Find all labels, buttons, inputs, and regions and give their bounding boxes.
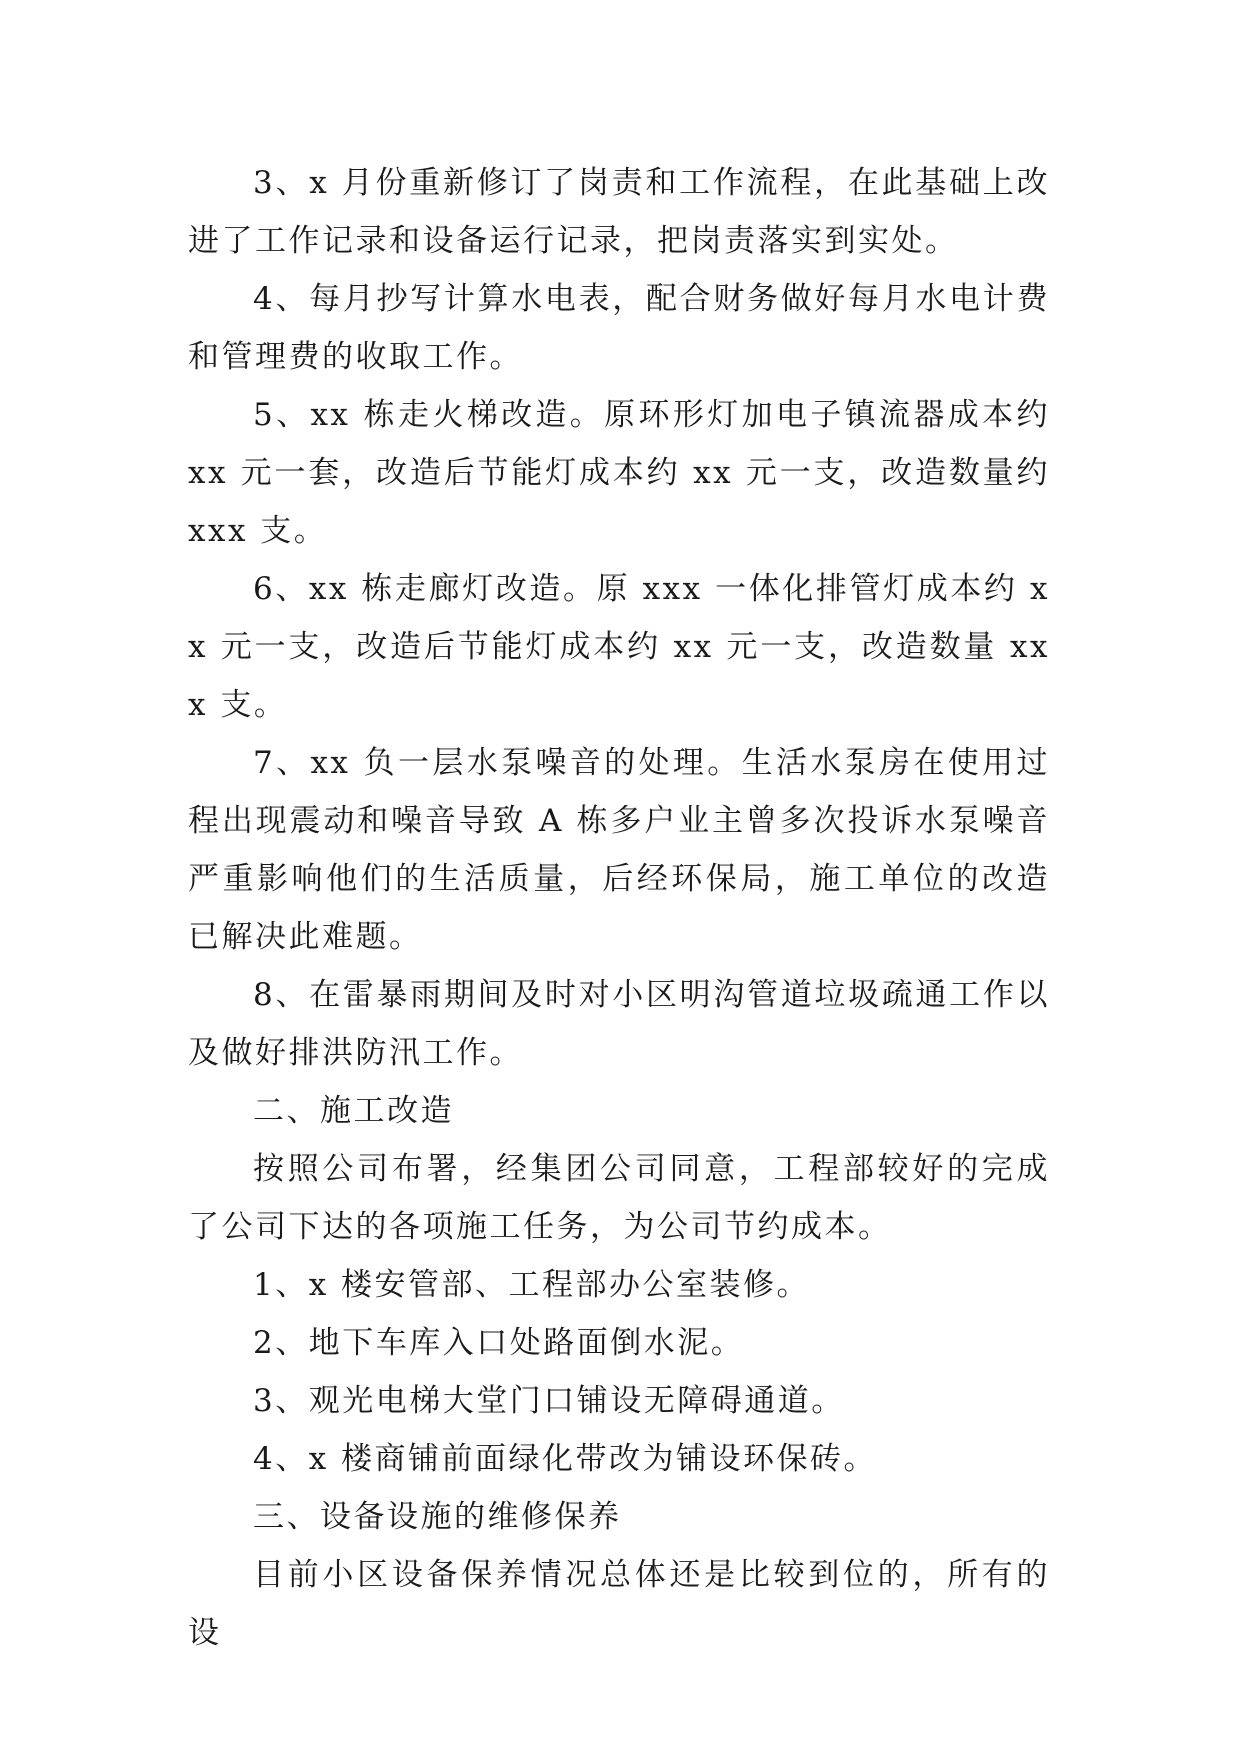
paragraph-item-6: 6、xx 栋走廊灯改造。原 xxx 一体化排管灯成本约 xx 元一支，改造后节能灯成本约 xx 元一支，改造数量 xxx 支。 <box>188 571 1050 723</box>
paragraph-item-8: 8、在雷暴雨期间及时对小区明沟管道垃圾疏通工作以及做好排洪防汛工作。 <box>188 977 1050 1071</box>
paragraph-item-3: 3、x 月份重新修订了岗责和工作流程，在此基础上改进了工作记录和设备运行记录，把岗责落实到实处。 <box>188 165 1050 259</box>
section-heading-construction: 二、施工改造 <box>253 1093 454 1129</box>
construction-item-1: 1、x 楼安管部、工程部办公室装修。 <box>253 1267 811 1303</box>
construction-item-3: 3、观光电梯大堂门口铺设无障碍通道。 <box>253 1383 845 1419</box>
document-page <box>188 154 1050 1662</box>
paragraph-item-7: 7、xx 负一层水泵噪音的处理。生活水泵房在使用过程出现震动和噪音导致 A 栋多户业主曾多次投诉水泵噪音严重影响他们的生活质量，后经环保局，施工单位的改造已解决此难题。 <box>188 745 1050 955</box>
section-heading-maintenance: 三、设备设施的维修保养 <box>253 1499 622 1535</box>
paragraph-item-5: 5、xx 栋走火梯改造。原环形灯加电子镇流器成本约 xx 元一套，改造后节能灯成本约 xx 元一支，改造数量约 xxx 支。 <box>188 397 1050 549</box>
construction-item-2: 2、地下车库入口处路面倒水泥。 <box>253 1325 745 1361</box>
paragraph-maintenance-intro: 目前小区设备保养情况总体还是比较到位的，所有的设 <box>188 1557 1050 1651</box>
construction-item-4: 4、x 楼商铺前面绿化带改为铺设环保砖。 <box>253 1441 878 1477</box>
paragraph-item-4: 4、每月抄写计算水电表，配合财务做好每月水电计费和管理费的收取工作。 <box>188 281 1050 375</box>
paragraph-construction-intro: 按照公司布署，经集团公司同意，工程部较好的完成了公司下达的各项施工任务，为公司节约成本。 <box>188 1151 1050 1245</box>
